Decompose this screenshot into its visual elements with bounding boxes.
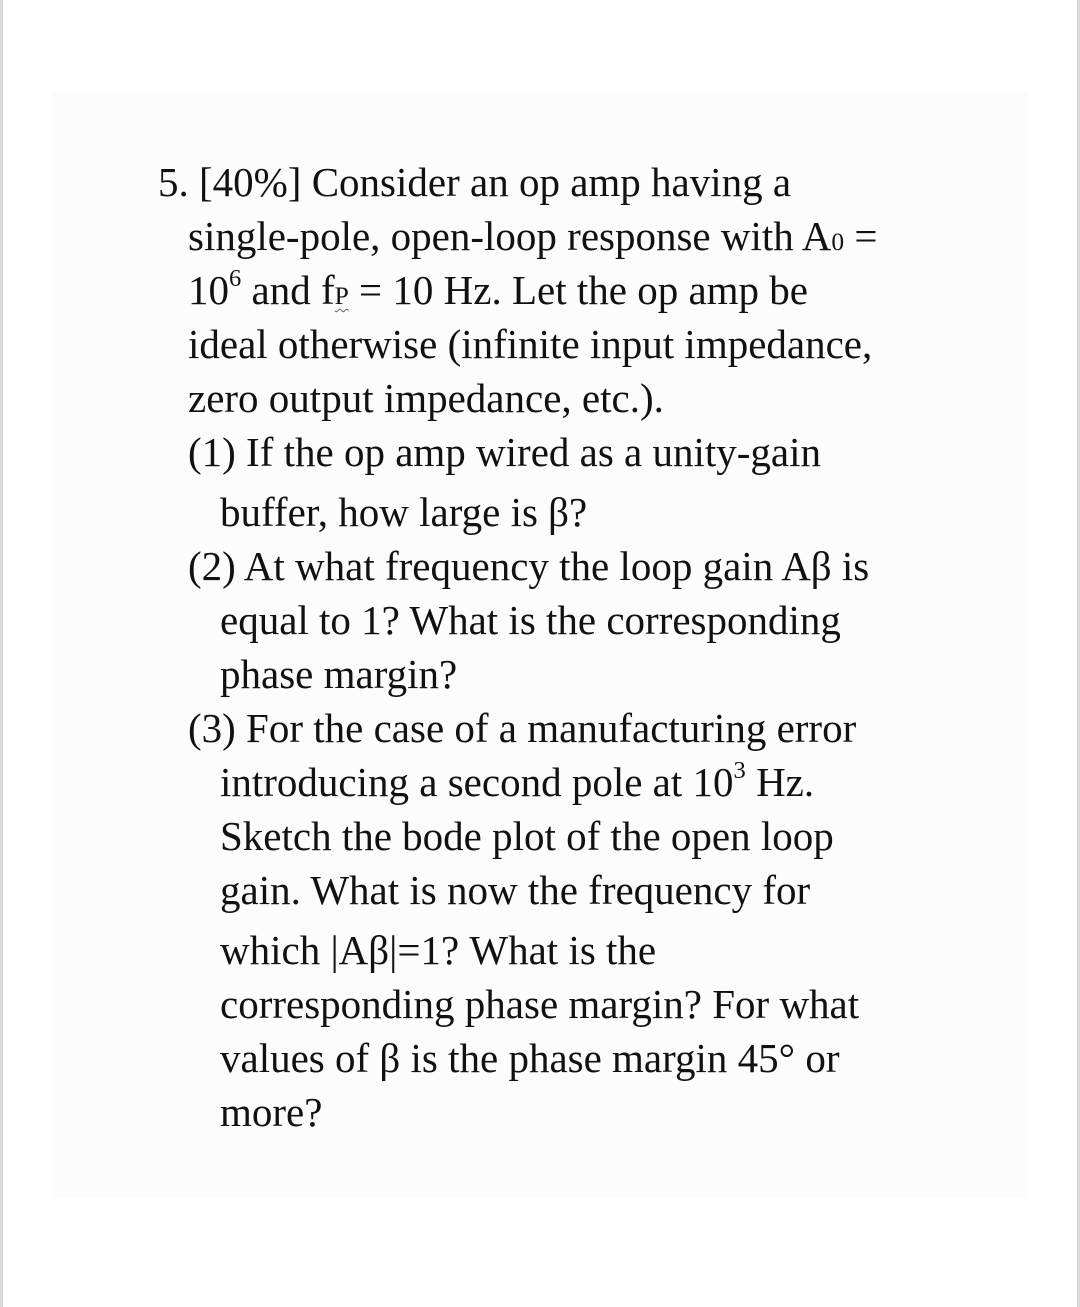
intro-text: single-pole, open-loop response with A bbox=[188, 213, 832, 259]
left-border bbox=[0, 0, 3, 1307]
question-text: more? bbox=[220, 1089, 323, 1135]
question-text: introducing a second pole at 10 bbox=[220, 759, 734, 805]
question-text: (3) For the case of a manufacturing error bbox=[188, 705, 857, 751]
exponent: 3 bbox=[733, 756, 746, 784]
question-text: corresponding phase margin? For what bbox=[220, 981, 860, 1027]
question-3-line-1 bbox=[188, 704, 856, 752]
question-text: buffer, how large is β? bbox=[220, 489, 588, 535]
question-text: Sketch the bode plot of the open loop bbox=[220, 813, 834, 859]
intro-text: zero output impedance, etc.). bbox=[188, 375, 664, 421]
question-text: Hz. bbox=[745, 759, 815, 805]
question-text: (2) At what frequency the loop gain Aβ is bbox=[188, 543, 870, 589]
question-3-line-6 bbox=[220, 980, 859, 1028]
question-1-line-1 bbox=[188, 428, 821, 476]
question-3-line-8 bbox=[220, 1088, 322, 1136]
exponent: 6 bbox=[229, 264, 242, 292]
intro-text: = 10 Hz. Let the op amp be bbox=[348, 267, 808, 313]
question-text: (1) If the op amp wired as a unity-gain bbox=[188, 429, 822, 475]
fp-subscript: P bbox=[334, 282, 349, 310]
question-3-line-7 bbox=[220, 1034, 839, 1082]
question-text: equal to 1? What is the corresponding bbox=[220, 597, 841, 643]
a0-subscript: 0 bbox=[831, 228, 845, 256]
intro-line-5 bbox=[188, 374, 664, 422]
question-3-line-2 bbox=[220, 758, 814, 806]
intro-text: ideal otherwise (infinite input impedance, bbox=[188, 321, 873, 367]
question-text: gain. What is now the frequency for bbox=[220, 867, 811, 913]
question-text: phase margin? bbox=[220, 651, 458, 697]
question-2-line-2 bbox=[220, 596, 841, 644]
question-2-line-3 bbox=[220, 650, 457, 698]
question-text: which |Aβ|=1? What is the bbox=[220, 927, 657, 973]
question-3-line-4 bbox=[220, 866, 810, 914]
question-1-line-2 bbox=[220, 488, 587, 536]
intro-text: 10 bbox=[188, 267, 229, 313]
intro-text: and f bbox=[241, 267, 335, 313]
question-2-line-1 bbox=[188, 542, 869, 590]
intro-line-2 bbox=[188, 212, 877, 266]
intro-text: = bbox=[844, 213, 878, 259]
question-text: values of β is the phase margin 45° or bbox=[220, 1035, 840, 1081]
question-3-line-5 bbox=[220, 926, 656, 974]
intro-line-4 bbox=[188, 320, 872, 368]
intro-line-1 bbox=[158, 158, 791, 206]
intro-line-3 bbox=[188, 266, 808, 320]
intro-text: 5. [40%] Consider an op amp having a bbox=[158, 159, 792, 205]
question-3-line-3 bbox=[220, 812, 834, 860]
